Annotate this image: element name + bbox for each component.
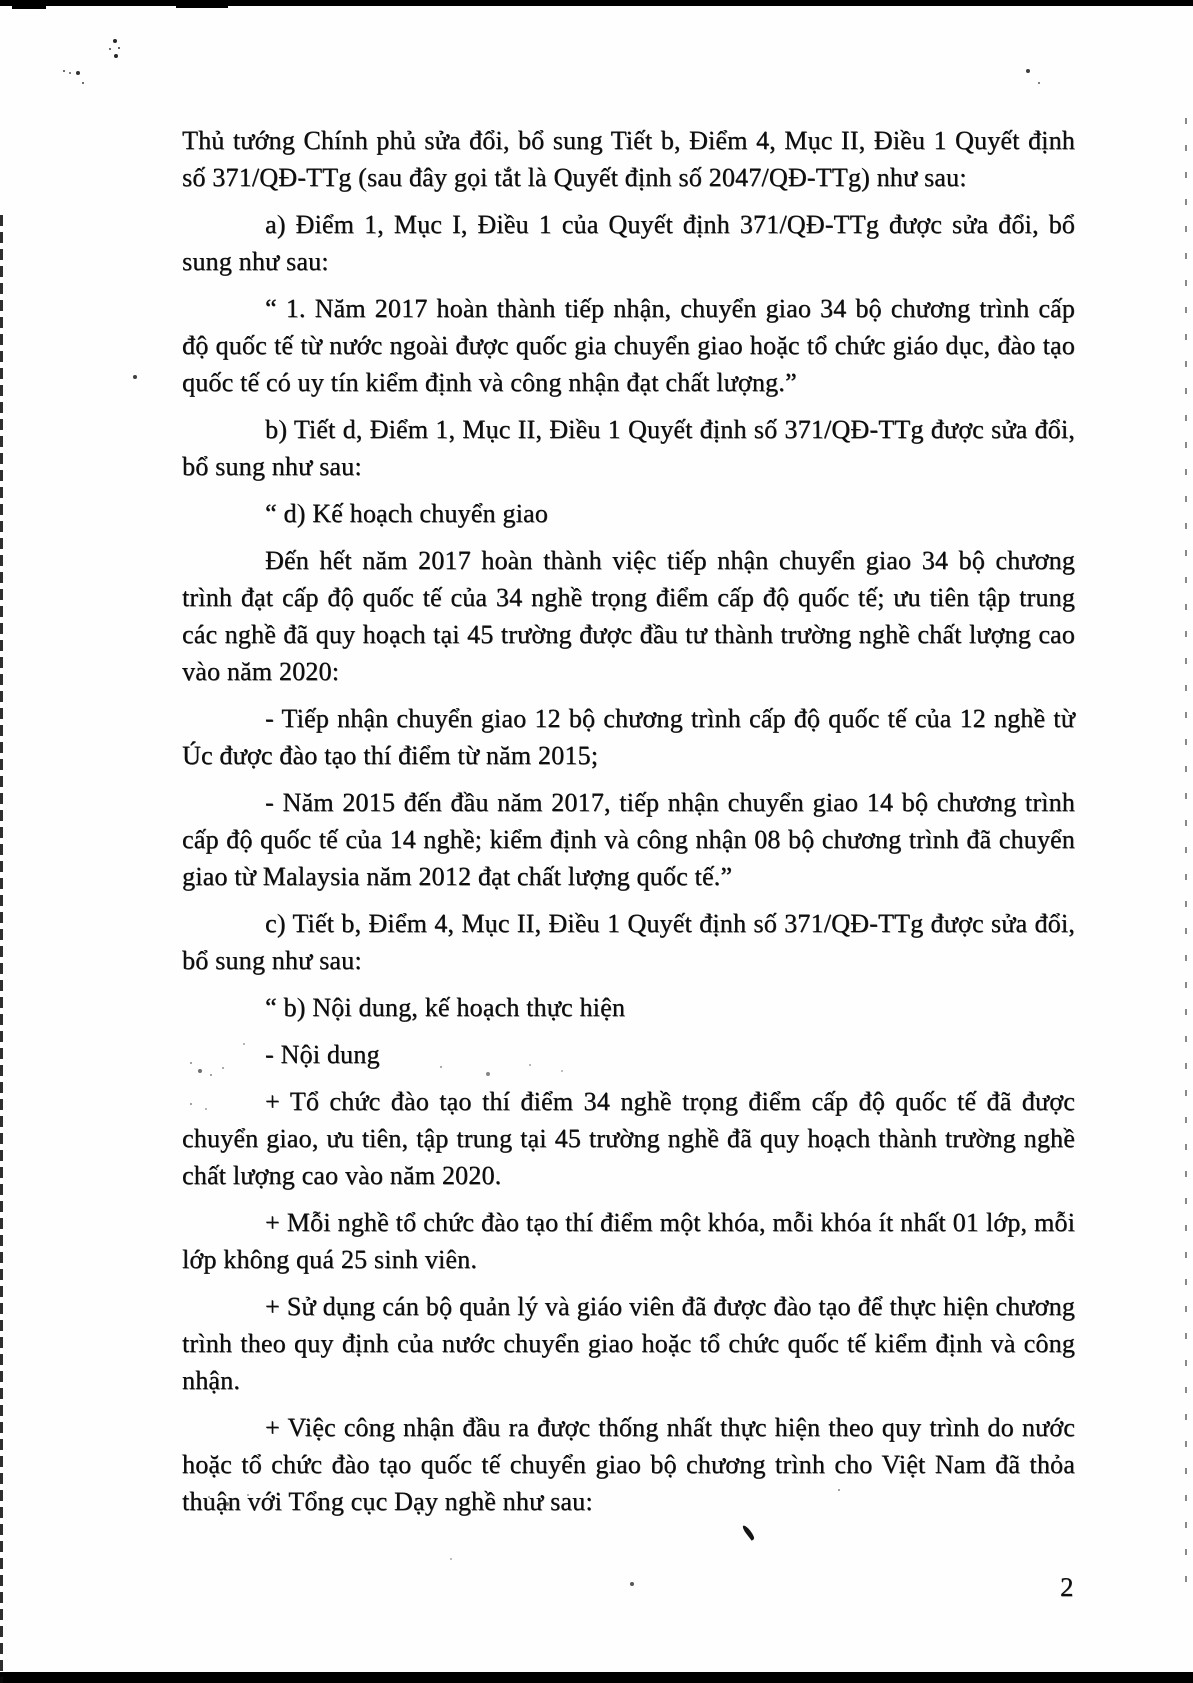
- scan-edge-top: [0, 0, 1193, 6]
- paragraph-plus-1: + Tổ chức đào tạo thí điểm 34 nghề trọng điểm cấp độ quốc tế đã được chuyển giao, ưu tiên, tập trung tại 45 trường nghề đã quy hoạch thành trường nghề chất lượng cao vào năm 2020.: [182, 1087, 1075, 1190]
- document-body: [182, 122, 1075, 1530]
- page-number: 2: [1060, 1572, 1074, 1602]
- paragraph-plus-4: + Việc công nhận đầu ra được thống nhất thực hiện theo quy trình do nước hoặc tổ chức đào tạo quốc tế chuyển giao bộ chương trình cho Việt Nam đã thỏa thuận với Tổng cục Dạy nghề như sau:: [182, 1413, 1075, 1516]
- paragraph-plus-2: + Mỗi nghề tổ chức đào tạo thí điểm một khóa, mỗi khóa ít nhất 01 lớp, mỗi lớp không quá 25 sinh viên.: [182, 1208, 1075, 1274]
- scan-noise-specks: [0, 0, 2, 2]
- paragraph-dash-2: - Năm 2015 đến đầu năm 2017, tiếp nhận chuyển giao 14 bộ chương trình cấp độ quốc tế của 14 nghề; kiểm định và công nhận 08 bộ chương trình đã chuyển giao từ Malaysia năm 2012 đạt chất lượng quốc tế.”: [182, 788, 1075, 891]
- scan-edge-bottom: [0, 1672, 1193, 1683]
- paragraph-plan: Đến hết năm 2017 hoàn thành việc tiếp nhận chuyển giao 34 bộ chương trình đạt cấp độ quốc tế của 34 nghề trọng điểm cấp độ quốc tế; ưu tiên tập trung các nghề đã quy hoạch tại 45 trường được đầu tư thành trường nghề chất lượng cao vào năm 2020:: [182, 546, 1075, 686]
- paragraph-quote-1: “ 1. Năm 2017 hoàn thành tiếp nhận, chuyển giao 34 bộ chương trình cấp độ quốc tế từ nước ngoài được quốc gia chuyển giao hoặc tổ chức giáo dục, đào tạo quốc tế có uy tín kiểm định và công nhận đạt chất lượng.”: [182, 294, 1075, 397]
- paragraph-quote-b: “ b) Nội dung, kế hoạch thực hiện: [265, 993, 626, 1022]
- paragraph-item-a: a) Điểm 1, Mục I, Điều 1 của Quyết định 371/QĐ-TTg được sửa đổi, bổ sung như sau:: [182, 210, 1075, 276]
- paragraph-item-c: c) Tiết b, Điểm 4, Mục II, Điều 1 Quyết định số 371/QĐ-TTg được sửa đổi, bổ sung như sau:: [182, 909, 1075, 975]
- paragraph-plus-3: + Sử dụng cán bộ quản lý và giáo viên đã được đào tạo để thực hiện chương trình theo quy định của nước chuyển giao hoặc tổ chức quốc tế kiểm định và công nhận.: [182, 1292, 1075, 1395]
- paragraph-quote-d: “ d) Kế hoạch chuyển giao: [265, 499, 548, 528]
- scan-edge-right: [1185, 118, 1187, 1603]
- paragraph-item-b: b) Tiết d, Điểm 1, Mục II, Điều 1 Quyết định số 371/QĐ-TTg được sửa đổi, bổ sung như sau:: [182, 415, 1075, 481]
- paragraph-dash-1: - Tiếp nhận chuyển giao 12 bộ chương trình cấp độ quốc tế của 12 nghề từ Úc được đào tạo thí điểm từ năm 2015;: [182, 704, 1075, 770]
- paragraph-continuation: Thủ tướng Chính phủ sửa đổi, bổ sung Tiết b, Điểm 4, Mục II, Điều 1 Quyết định số 371/QĐ-TTg (sau đây gọi tắt là Quyết định số 2047/QĐ-TTg) như sau:: [182, 126, 1075, 192]
- scan-edge-left: [0, 215, 3, 1683]
- paragraph-content-label: - Nội dung: [265, 1040, 380, 1069]
